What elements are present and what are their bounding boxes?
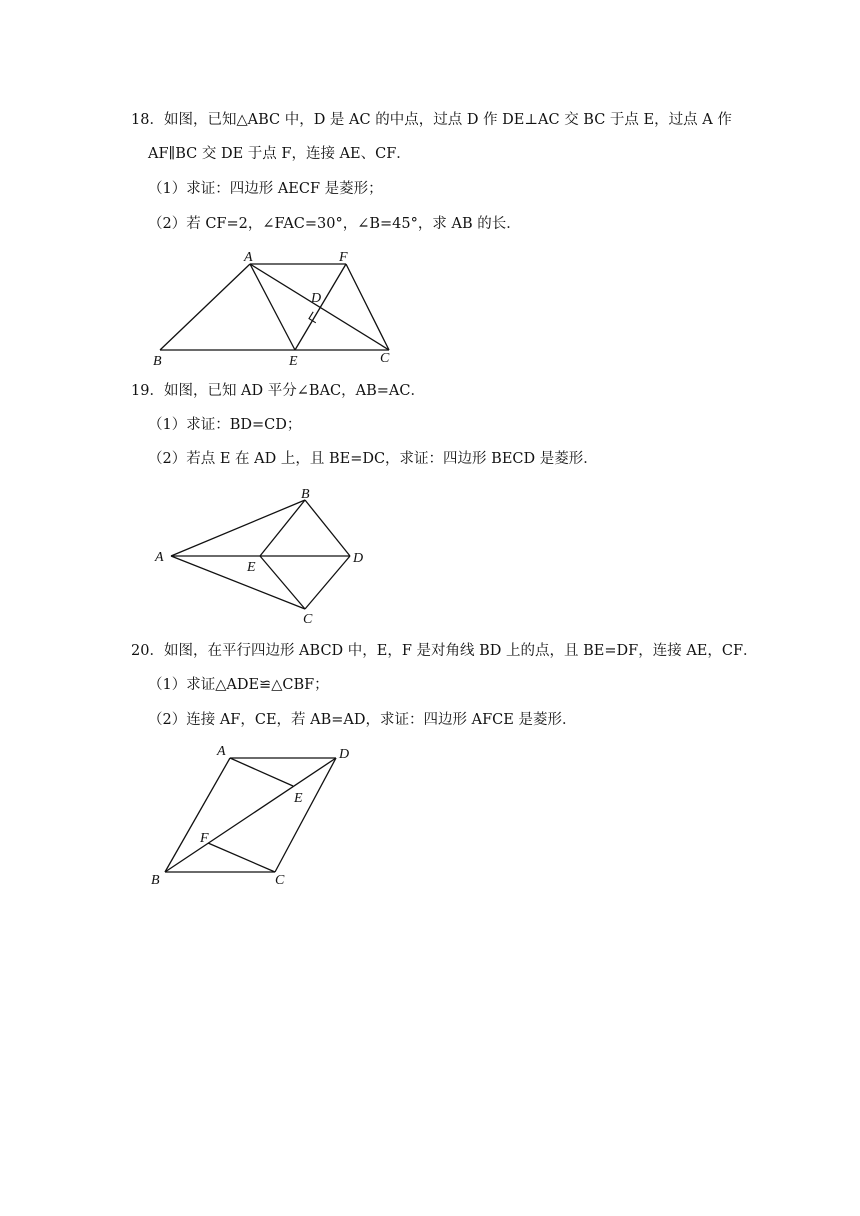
q19-label-A: A (155, 550, 164, 565)
q20-label-C: C (275, 873, 285, 888)
q19-stem-line1: 19．如图，已知 AD 平分∠BAC，AB=AC． (131, 383, 425, 399)
q20-label-F: F (200, 831, 209, 846)
q20-segment-CF (208, 843, 275, 872)
q20-segment-AE (230, 758, 293, 786)
q20-label-D: D (339, 747, 350, 762)
q19-label-E: E (247, 560, 256, 575)
q18-stem-line2: AF∥BC 交 DE 于点 F，连接 AE、CF． (148, 146, 411, 162)
q19-label-B: B (301, 487, 310, 502)
q18-label-E: E (289, 354, 298, 369)
q18-label-B: B (153, 354, 162, 369)
q20-label-B: B (151, 873, 160, 888)
q20-stem-line1: 20．如图，在平行四边形 ABCD 中，E，F 是对角线 BD 上的点，且 BE=DF，连接 AE，CF． (131, 643, 758, 659)
q19-part2: （2）若点 E 在 AD 上，且 BE=DC，求证：四边形 BECD 是菱形． (148, 451, 598, 467)
q20-label-A: A (217, 744, 226, 759)
q19-part1: （1）求证：BD=CD； (148, 417, 302, 433)
q18-label-D: D (311, 291, 322, 306)
q18-label-F: F (339, 250, 348, 265)
q18-part2: （2）若 CF=2，∠FAC=30°，∠B=45°，求 AB 的长． (148, 216, 521, 232)
q18-stem-line1: 18．如图，已知△ABC 中，D 是 AC 的中点，过点 D 作 DE⊥AC 交 BC 于点 E，过点 A 作 (131, 112, 732, 128)
q19-label-C: C (303, 612, 313, 627)
q20-segment-DC (275, 758, 336, 872)
q18-label-C: C (380, 351, 390, 366)
q20-segment-BD (165, 758, 336, 872)
q18-label-A: A (244, 250, 253, 265)
q20-segment-AB (165, 758, 230, 872)
q19-label-D: D (353, 551, 364, 566)
q20-part1: （1）求证△ADE≌△CBF； (148, 677, 329, 693)
q20-part2: （2）连接 AF，CE，若 AB=AD，求证：四边形 AFCE 是菱形． (148, 712, 577, 728)
q18-part1: （1）求证：四边形 AECF 是菱形； (148, 181, 383, 197)
q20-label-E: E (294, 791, 303, 806)
